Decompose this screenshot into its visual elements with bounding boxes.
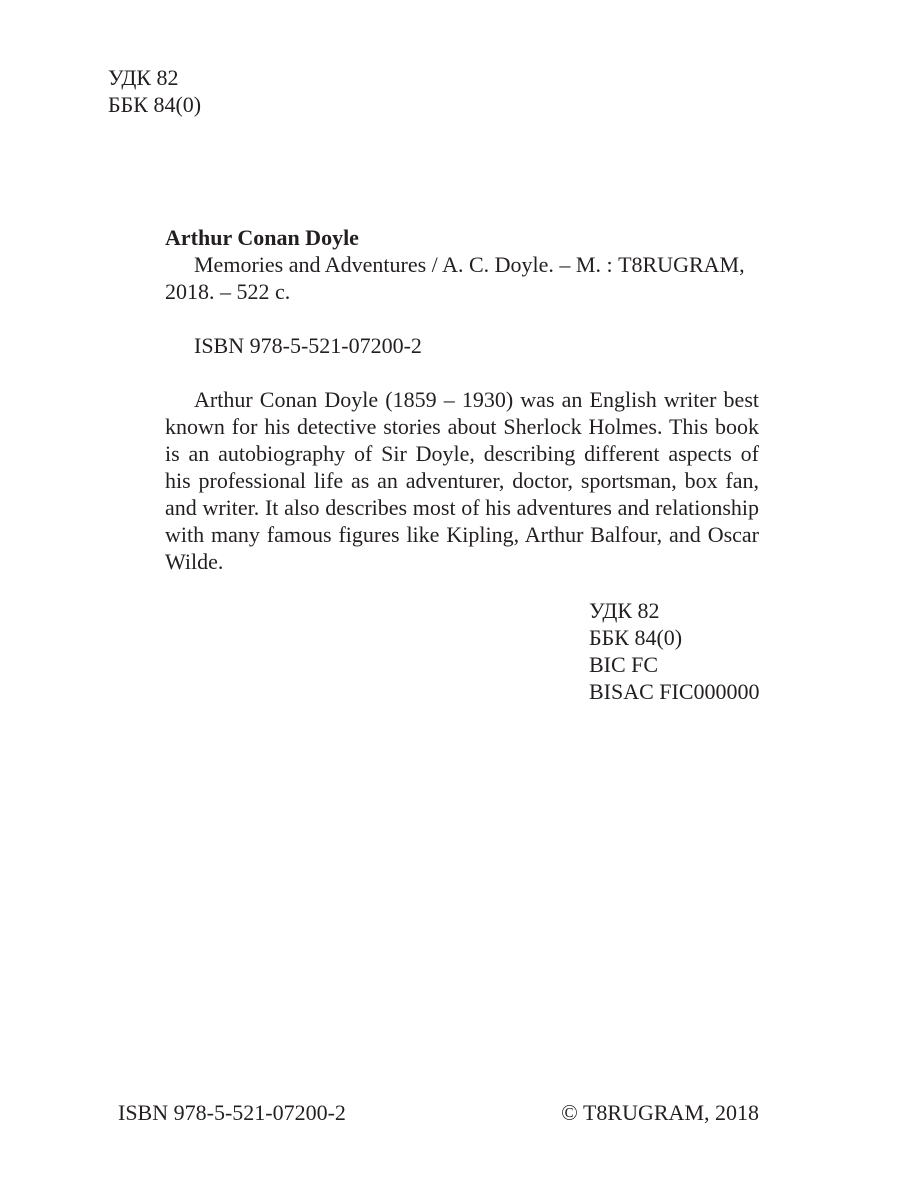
book-annotation: Arthur Conan Doyle (1859 – 1930) was an English writer best known for his detective stories about Sherlock Holmes. This book is an autobiography of Sir Doyle, describing different aspects of his professional life as an adventurer, doctor, sportsman, box fan, and writer. It also describes most of his adventures and relationship with many famous figures like Kipling, Arthur Balfour, and Oscar Wilde. bbox=[165, 387, 759, 574]
udk-code: УДК 82 bbox=[589, 598, 660, 623]
footer-copyright: © T8RUGRAM, 2018 bbox=[561, 1100, 759, 1125]
footer-isbn: ISBN 978-5-521-07200-2 bbox=[118, 1100, 346, 1125]
top-udk-code: УДК 82 bbox=[108, 65, 179, 90]
top-classification-codes bbox=[108, 64, 201, 118]
classification-block bbox=[589, 597, 760, 705]
entry-isbn: ISBN 978-5-521-07200-2 bbox=[194, 333, 422, 358]
bbk-code: ББК 84(0) bbox=[589, 625, 683, 650]
catalog-entry bbox=[165, 224, 759, 575]
top-bbk-code: ББК 84(0) bbox=[108, 92, 202, 117]
bic-code: BIC FC bbox=[589, 652, 659, 677]
bisac-code: BISAC FIC000000 bbox=[589, 679, 760, 704]
author-name: Arthur Conan Doyle bbox=[165, 225, 359, 250]
bibliographic-description: Memories and Adventures / A. C. Doyle. – М. : T8RUGRAM, 2018. – 522 с. bbox=[165, 252, 745, 304]
